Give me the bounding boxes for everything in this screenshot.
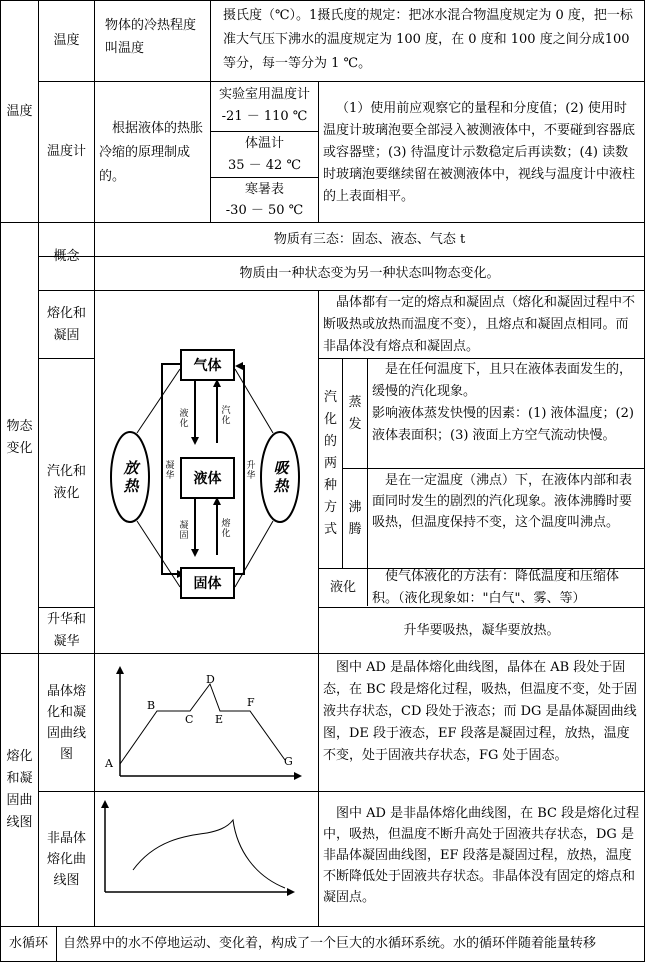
sublimation-text: 升华要吸热，凝华要放热。: [403, 622, 560, 638]
boiling-text: 是在一定温度（沸点）下，在液体内部和表面同时发生的剧烈的汽化现象。液体沸腾时要吸热，但温度保持不变，这个温度叫沸点。: [372, 473, 633, 530]
solidify-label: 凝固: [179, 521, 189, 541]
amorphous-curve-line: [133, 820, 285, 888]
two-ways-label: 汽化的两种方式: [323, 389, 337, 537]
sublimation-diagram-label: 升华: [246, 461, 256, 481]
amorphous-curve-chart: [95, 792, 318, 926]
crystal-curve-chart: [95, 654, 318, 791]
water-cycle-label: 水循环: [8, 936, 48, 951]
point-a: A: [105, 757, 113, 770]
section-temperature: 温度: [6, 103, 33, 119]
section-curves: 熔化和凝固曲线图: [6, 749, 33, 830]
water-cycle-text: 自然界中的水不停地运动、变化着，构成了一个巨大的水循环系统。水的循环伴随着能量转移: [63, 936, 597, 951]
amorphous-curve-label: 非晶体熔化曲线图: [46, 830, 86, 888]
row-label-temperature: 温度: [53, 33, 80, 48]
amorphous-curve-text: 图中 AD 是非晶体熔化曲线图，在 BC 段是熔化过程中，吸热，但温度不断升高处于固液共存状态，DG 是非晶体凝固曲线图，EF 段落是凝固过程，放热，温度不断降低处于固液共存状态。非晶体没有固定的熔点和凝固点。: [323, 806, 640, 905]
point-b: B: [147, 699, 156, 712]
liquid-box: 液体: [180, 457, 235, 499]
section-state-change: 物态变化: [6, 419, 33, 456]
point-e: E: [215, 713, 224, 726]
melt-label: 熔化: [221, 519, 231, 539]
point-d: D: [206, 673, 215, 686]
thermometer-weather: 寒暑表 -30 － 50 ℃: [225, 182, 304, 218]
melting-text: 晶体都有一定的熔点和凝固点（熔化和凝固过程中不断吸热或放热而温度不变），且熔点和凝固点相同。而非晶体没有熔点和凝固点。: [323, 295, 636, 354]
thermometer-usage: （1）使用前应观察它的量程和分度值；(2) 使用时温度计玻璃泡要全部浸入被测液体中，不要碰到容器底或容器壁；(3) 待温度计示数稳定后再读数；(4) 读数时玻璃泡要继续留在被测液体中，视线与温度计中液柱的上表面相平。: [323, 101, 636, 204]
vaporize-label: 汽化: [221, 406, 231, 426]
crystal-curve-line: [120, 684, 285, 764]
release-heat-label: 放热: [123, 459, 139, 495]
liquefaction-label: 液化: [329, 580, 356, 595]
boiling-label: 沸腾: [348, 499, 362, 537]
concept-definition: 物质由一种状态变为另一种状态叫物态变化。: [239, 265, 500, 281]
point-c: C: [185, 713, 194, 726]
crystal-curve-label: 晶体熔化和凝固曲线图: [46, 683, 86, 762]
crystal-curve-svg: [95, 654, 318, 791]
temperature-definition: 物体的冷热程度叫温度: [105, 18, 197, 56]
celsius-definition: 摄氏度（℃）。1摄氏度的规定：把冰水混合物温度规定为 0 度，把一标准大气压下沸水的温度规定为 100 度，在 0 度和 100 度之间分成100 等分，每一等分为 1 ℃。: [223, 8, 633, 71]
concept-three-states: 物质有三态：固态、液态、气态 t: [273, 231, 466, 247]
evaporation-label: 蒸发: [348, 394, 362, 432]
diagram-lines: [95, 291, 318, 607]
row-label-thermometer: 温度计: [46, 144, 86, 159]
sublimation-label: 升华和凝华: [47, 611, 87, 649]
concept-label: 概念: [53, 248, 80, 264]
crystal-curve-text: 图中 AD 是晶体熔化曲线图，晶体在 AB 段处于固态，在 BC 段是熔化过程，吸热，但温度不变，处于固液共存状态，CD 段处于液态；而 DG 是晶体凝固曲线图，DE 段于液态，EF 段落是凝固过程，放热，温度不变，处于固液共存状态，FG 处于固态。: [323, 660, 638, 763]
state-change-diagram: [95, 291, 318, 607]
amorphous-curve-svg: [95, 792, 318, 926]
melting-label: 熔化和凝固: [47, 305, 87, 343]
vaporization-label: 汽化和液化: [47, 464, 87, 501]
thermometer-clinical: 体温计 35 － 42 ℃: [227, 136, 302, 173]
gas-box: 气体: [180, 349, 235, 381]
absorb-heat-label: 吸热: [273, 459, 289, 495]
solid-box: 固体: [180, 567, 235, 599]
liquefaction-text: 使气体液化的方法有：降低温度和压缩体积。（液化现象如："白气"、雾、等）: [372, 569, 620, 606]
point-g: G: [284, 755, 293, 768]
deposition-label: 凝华: [165, 461, 175, 481]
thermometer-principle: 根据液体的热胀冷缩的原理制成的。: [99, 121, 204, 184]
point-f: F: [247, 696, 255, 709]
evaporation-text: 是在任何温度下，且只在液体表面发生的，缓慢的汽化现象。 影响液体蒸发快慢的因素：(1) 液体温度；(2) 液体表面积；(3) 液面上方空气流动快慢。: [372, 362, 634, 443]
liquefy-label: 液化: [179, 409, 189, 429]
thermometer-lab: 实验室用温度计 -21 － 110 ℃: [218, 87, 310, 124]
